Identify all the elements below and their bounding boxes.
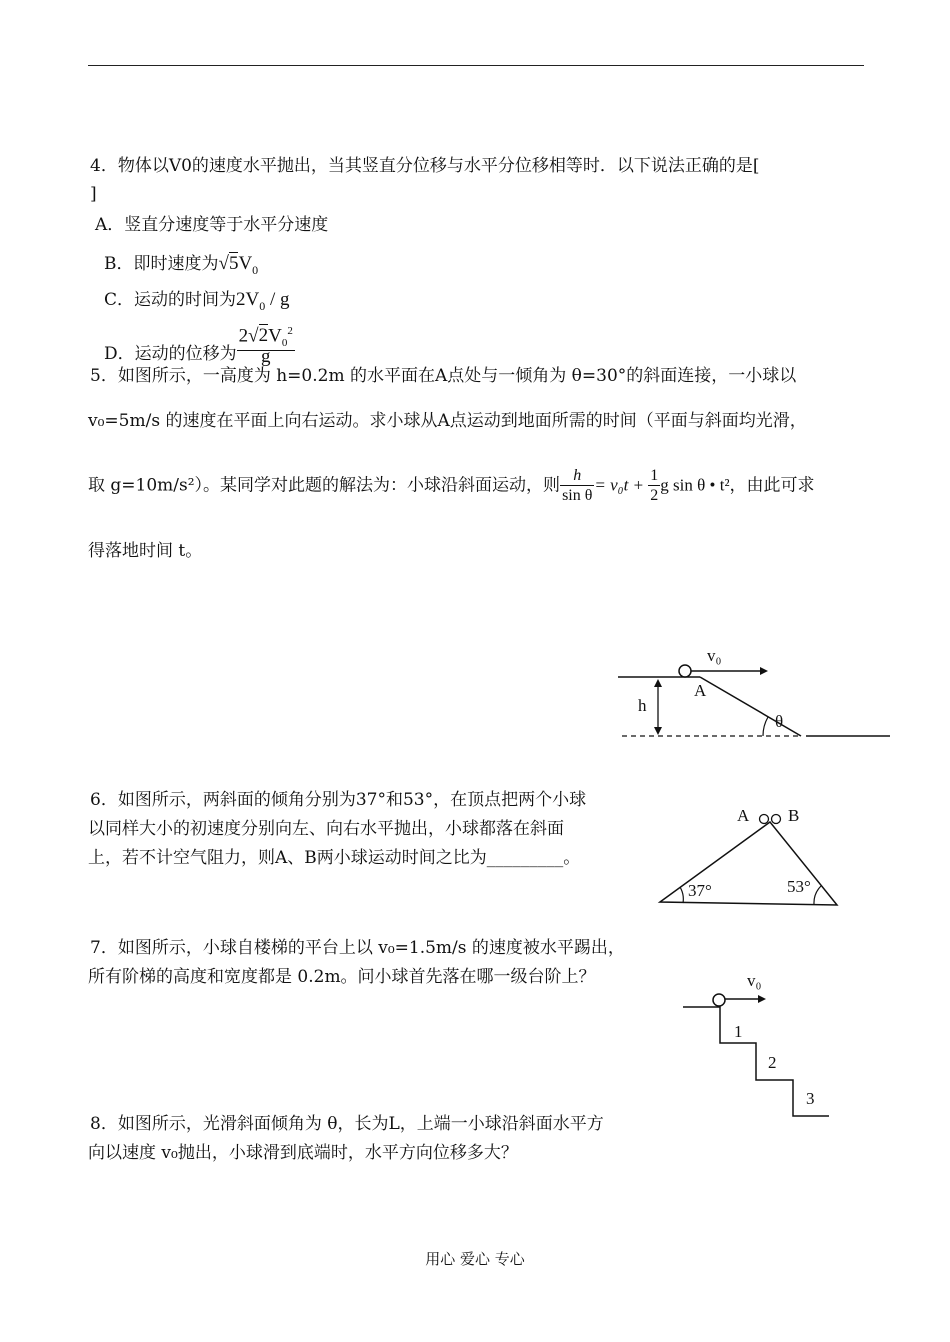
d-coef: 2: [238, 325, 249, 347]
q4-option-c-label: C．运动的时间为: [104, 290, 237, 310]
q5-line4: 得落地时间 t。: [88, 541, 203, 561]
q5-angle-arc: [763, 717, 768, 736]
q5-line3-pre: 取 g=10m/s²）。某同学对此题的解法为：小球沿斜面运动，则: [88, 475, 561, 496]
q8-line2: 向以速度 v₀抛出，小球滑到底端时，水平方向位移多大？: [88, 1143, 518, 1163]
q6-ball-b: [772, 815, 781, 824]
q7-v-label: v₀: [747, 971, 762, 990]
q4-option-b-label: B．即时速度为: [104, 254, 219, 274]
d-numerator: $2√2V_0^2$: [237, 325, 295, 351]
half-den: 2: [650, 487, 659, 505]
q7-step-2: 2: [768, 1053, 777, 1072]
c-math-tail: / g: [265, 289, 290, 310]
q5-ball: [679, 665, 691, 677]
sqrt-symbol: √: [248, 325, 259, 347]
q5-v-label: v₀: [707, 646, 722, 665]
q5-height-arrow-up: [654, 679, 662, 687]
q5-incline: [700, 677, 801, 736]
q6-line1: 6．如图所示，两斜面的倾角分别为37°和53°，在顶点把两个小球: [90, 790, 587, 810]
q6-right-arc: [814, 886, 821, 904]
q7-arrowhead: [758, 995, 766, 1003]
sqrt-symbol: √: [218, 253, 229, 274]
q5-eq-h: h: [560, 466, 594, 486]
q5-theta-label: θ: [775, 712, 784, 731]
d-radicand: 2: [258, 325, 269, 347]
q7-step-3: 3: [806, 1089, 815, 1108]
q4-stem-bracket: ]: [90, 184, 97, 204]
d-denominator: g: [260, 346, 271, 368]
q4-option-d-label: D．运动的位移为: [104, 343, 237, 364]
q4-option-c-math: $2V_0$ / g: [236, 289, 290, 313]
half-num: 1: [648, 466, 660, 486]
q5-eq-tail: g sin θ • t²: [660, 475, 730, 495]
q5-line3-post: ，由此可求: [729, 475, 815, 496]
q8-line1: 8．如图所示，光滑斜面倾角为 θ，长为L，上端一小球沿斜面水平方: [90, 1114, 604, 1134]
q4-stem: 4．物体以V0的速度水平抛出，当其竖直分位移与水平分位移相等时．以下说法正确的是[: [90, 156, 760, 176]
q5-line1: 5．如图所示，一高度为 h=0.2m 的水平面在A点处与一倾角为 θ=30°的斜面连接，一小球以: [90, 366, 797, 386]
q4-option-b-math: $√5V_0$: [218, 253, 259, 277]
q6-right-angle: 53°: [787, 877, 811, 896]
page-footer: 用心 爱心 专心: [425, 1250, 525, 1268]
q5-arrowhead: [760, 667, 768, 675]
q5-h-label: h: [638, 696, 647, 715]
q6-a-label: A: [737, 806, 750, 825]
q6-line2: 以同样大小的初速度分别向左、向右水平抛出，小球都落在斜面: [88, 819, 564, 839]
c-math-main: 2V: [236, 289, 260, 310]
q5-height-arrow-down: [654, 727, 662, 735]
q5-line2: v₀=5m/s 的速度在平面上向右运动。求小球从A点运动到地面所需的时间（平面与斜面均光滑，: [88, 411, 807, 431]
q6-left-arc: [680, 887, 683, 903]
q5-eq-mid: = v₀t +: [594, 475, 649, 495]
q6-ball-a: [760, 815, 769, 824]
q7-ball: [713, 994, 725, 1006]
q7-line2: 所有阶梯的高度和宽度都是 0.2m。问小球首先落在哪一级台阶上？: [88, 967, 596, 987]
radicand: 5: [228, 253, 239, 274]
q5-eq-sin: sin θ: [562, 487, 593, 505]
q6-line3: 上，若不计空气阻力，则A、B两小球运动时间之比为_________。: [88, 848, 581, 868]
q7-line1: 7．如图所示，小球自楼梯的平台上以 v₀=1.5m/s 的速度被水平踢出，: [90, 938, 625, 958]
q6-left-angle: 37°: [688, 881, 712, 900]
q4-option-a: A．竖直分速度等于水平分速度: [95, 215, 329, 235]
q7-step-1: 1: [734, 1022, 743, 1041]
q5-a-label: A: [694, 681, 707, 700]
q6-b-label: B: [788, 806, 800, 825]
